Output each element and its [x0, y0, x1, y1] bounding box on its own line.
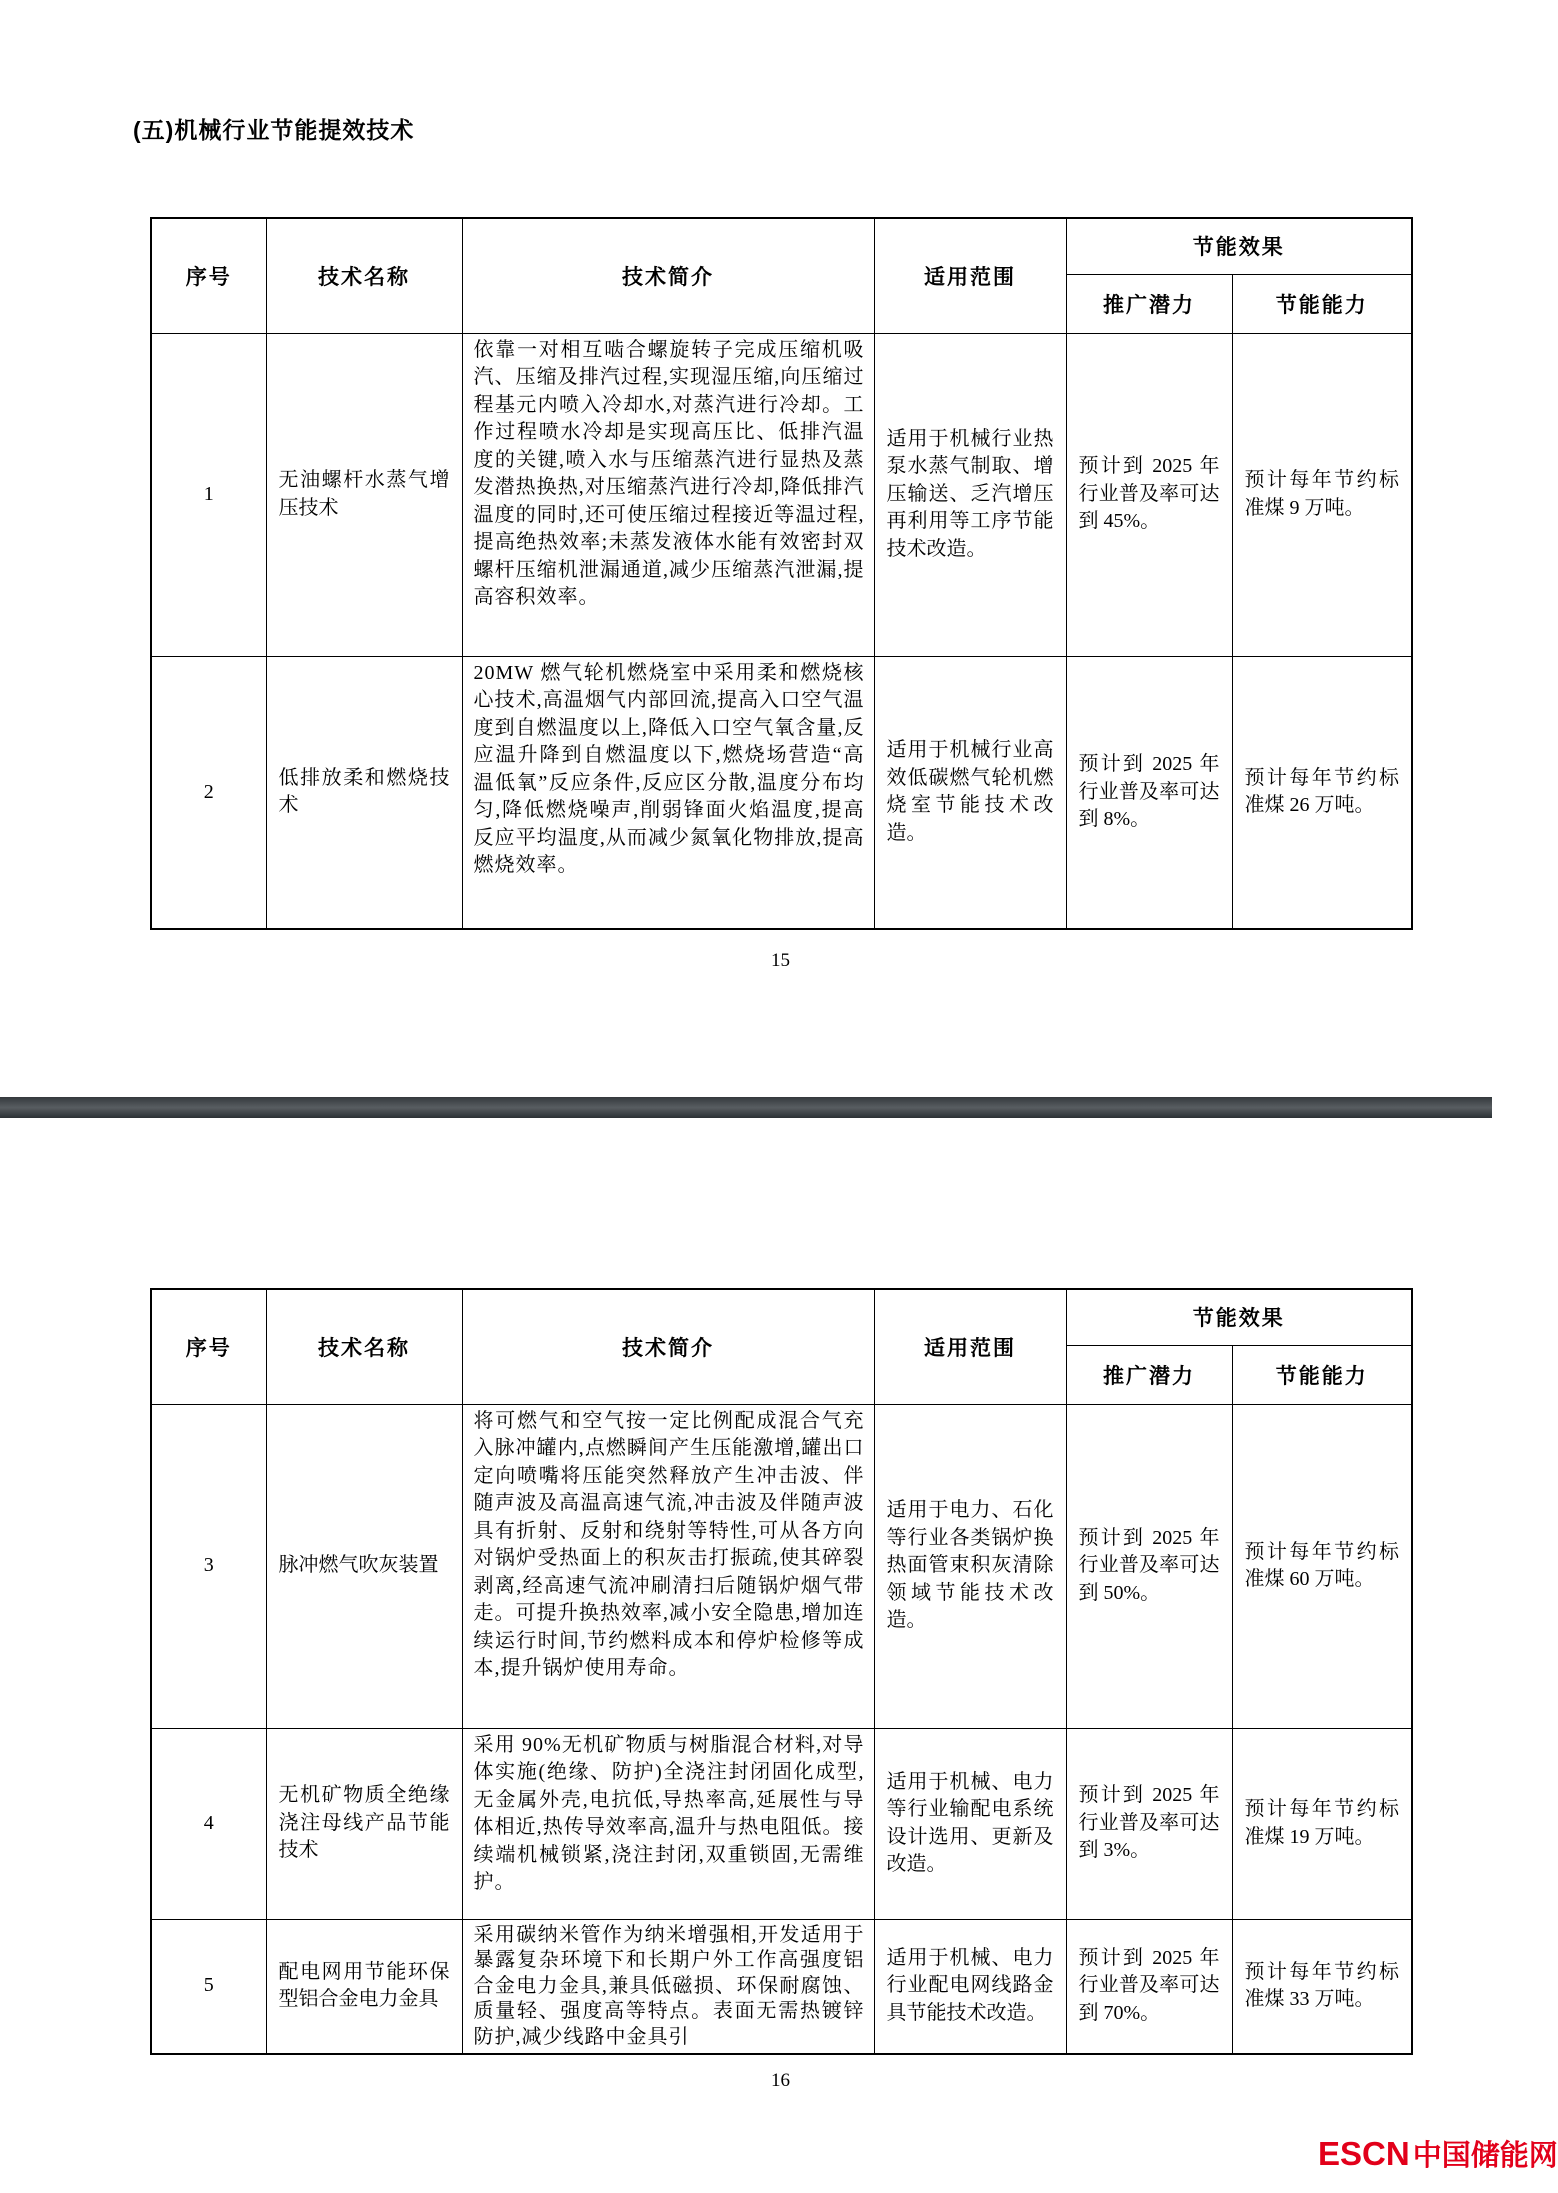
row-index: 2: [151, 656, 266, 929]
col-header-name: 技术名称: [266, 218, 462, 333]
tech-name-cell: 配电网用节能环保型铝合金电力金具: [266, 1919, 462, 2054]
tech-intro-cell: 20MW 燃气轮机燃烧室中采用柔和燃烧核心技术,高温烟气内部回流,提高入口空气温度到自燃温度以上,降低入口空气氧含量,反应温升降到自燃温度以下,燃烧场营造“高温低氧”反应条件,反应区分散,温度分布均匀,降低燃烧噪声,削弱锋面火焰温度,提高反应平均温度,从而减少氮氧化物排放,提高燃烧效率。: [462, 656, 874, 929]
capacity-cell: 预计每年节约标准煤 19 万吨。: [1232, 1728, 1412, 1919]
escn-logo-site-name: 中国储能网: [1412, 2140, 1558, 2172]
capacity-cell: 预计每年节约标准煤 9 万吨。: [1232, 333, 1412, 656]
row-index: 1: [151, 333, 266, 656]
capacity-cell: 预计每年节约标准煤 60 万吨。: [1232, 1404, 1412, 1728]
tech-intro-cell: 采用 90%无机矿物质与树脂混合材料,对导体实施(绝缘、防护)全浇注封闭固化成型,无金属外壳,电抗低,导热率高,延展性与导体相近,热传导效率高,温升与热电阻低。接续端机械锁紧,浇注封闭,双重锁固,无需维护。: [462, 1728, 874, 1919]
section-heading: (五)机械行业节能提效技术: [133, 117, 415, 143]
escn-logo-text: ESCN: [1318, 2135, 1410, 2172]
col-header-effect: 节能效果: [1066, 1289, 1412, 1345]
col-header-index: 序号: [151, 218, 266, 333]
col-header-potential: 推广潜力: [1066, 274, 1232, 333]
table-row: [151, 1919, 1412, 2054]
row-index: 3: [151, 1404, 266, 1728]
potential-cell: 预计到 2025 年行业普及率可达到 70%。: [1066, 1919, 1232, 2054]
table-row: [151, 656, 1412, 929]
col-header-scope: 适用范围: [874, 218, 1066, 333]
tech-name-cell: 无机矿物质全绝缘浇注母线产品节能技术: [266, 1728, 462, 1919]
potential-cell: 预计到 2025 年行业普及率可达到 50%。: [1066, 1404, 1232, 1728]
scope-cell: 适用于机械、电力行业配电网线路金具节能技术改造。: [874, 1919, 1066, 2054]
tech-name-cell: 无油螺杆水蒸气增压技术: [266, 333, 462, 656]
col-header-index: 序号: [151, 1289, 266, 1404]
tech-name-cell: 低排放柔和燃烧技术: [266, 656, 462, 929]
tech-table-page-15: [150, 217, 1413, 930]
capacity-cell: 预计每年节约标准煤 33 万吨。: [1232, 1919, 1412, 2054]
scope-cell: 适用于机械行业热泵水蒸气制取、增压输送、乏汽增压再利用等工序节能技术改造。: [874, 333, 1066, 656]
potential-cell: 预计到 2025 年行业普及率可达到 8%。: [1066, 656, 1232, 929]
potential-cell: 预计到 2025 年行业普及率可达到 3%。: [1066, 1728, 1232, 1919]
scope-cell: 适用于电力、石化等行业各类锅炉换热面管束积灰清除领域节能技术改造。: [874, 1404, 1066, 1728]
capacity-cell: 预计每年节约标准煤 26 万吨。: [1232, 656, 1412, 929]
tech-intro-cell: 采用碳纳米管作为纳米增强相,开发适用于暴露复杂环境下和长期户外工作高强度铝合金电力金具,兼具低磁损、环保耐腐蚀、质量轻、强度高等特点。表面无需热镀锌防护,减少线路中金具引: [462, 1919, 874, 2054]
col-header-effect: 节能效果: [1066, 218, 1412, 274]
table-row: [151, 1728, 1412, 1919]
row-index: 5: [151, 1919, 266, 2054]
page-divider: [0, 1097, 1492, 1118]
tech-intro-cell: 依靠一对相互啮合螺旋转子完成压缩机吸汽、压缩及排汽过程,实现湿压缩,向压缩过程基元内喷入冷却水,对蒸汽进行冷却。工作过程喷水冷却是实现高压比、低排汽温度的关键,喷入水与压缩蒸汽进行显热及蒸发潜热换热,对压缩蒸汽进行冷却,降低排汽温度的同时,还可使压缩过程接近等温过程,提高绝热效率;未蒸发液体水能有效密封双螺杆压缩机泄漏通道,减少压缩蒸汽泄漏,提高容积效率。: [462, 333, 874, 656]
col-header-name: 技术名称: [266, 1289, 462, 1404]
scope-cell: 适用于机械行业高效低碳燃气轮机燃烧室节能技术改造。: [874, 656, 1066, 929]
tech-table-page-16: [150, 1288, 1413, 2055]
col-header-capacity: 节能能力: [1232, 274, 1412, 333]
escn-logo: [1318, 2133, 1558, 2174]
tech-intro-cell: 将可燃气和空气按一定比例配成混合气充入脉冲罐内,点燃瞬间产生压能激增,罐出口定向喷嘴将压能突然释放产生冲击波、伴随声波及高温高速气流,冲击波及伴随声波具有折射、反射和绕射等特性,可从各方向对锅炉受热面上的积灰击打振疏,使其碎裂剥离,经高速气流冲刷清扫后随锅炉烟气带走。可提升换热效率,减小安全隐患,增加连续运行时间,节约燃料成本和停炉检修等成本,提升锅炉使用寿命。: [462, 1404, 874, 1728]
table-row: [151, 333, 1412, 656]
page-number-16: 16: [771, 2070, 790, 2091]
col-header-intro: 技术简介: [462, 1289, 874, 1404]
table-row: [151, 1404, 1412, 1728]
col-header-potential: 推广潜力: [1066, 1345, 1232, 1404]
page-number-15: 15: [771, 950, 790, 971]
potential-cell: 预计到 2025 年行业普及率可达到 45%。: [1066, 333, 1232, 656]
scope-cell: 适用于机械、电力等行业输配电系统设计选用、更新及改造。: [874, 1728, 1066, 1919]
row-index: 4: [151, 1728, 266, 1919]
tech-name-cell: 脉冲燃气吹灰装置: [266, 1404, 462, 1728]
col-header-capacity: 节能能力: [1232, 1345, 1412, 1404]
col-header-scope: 适用范围: [874, 1289, 1066, 1404]
col-header-intro: 技术简介: [462, 218, 874, 333]
